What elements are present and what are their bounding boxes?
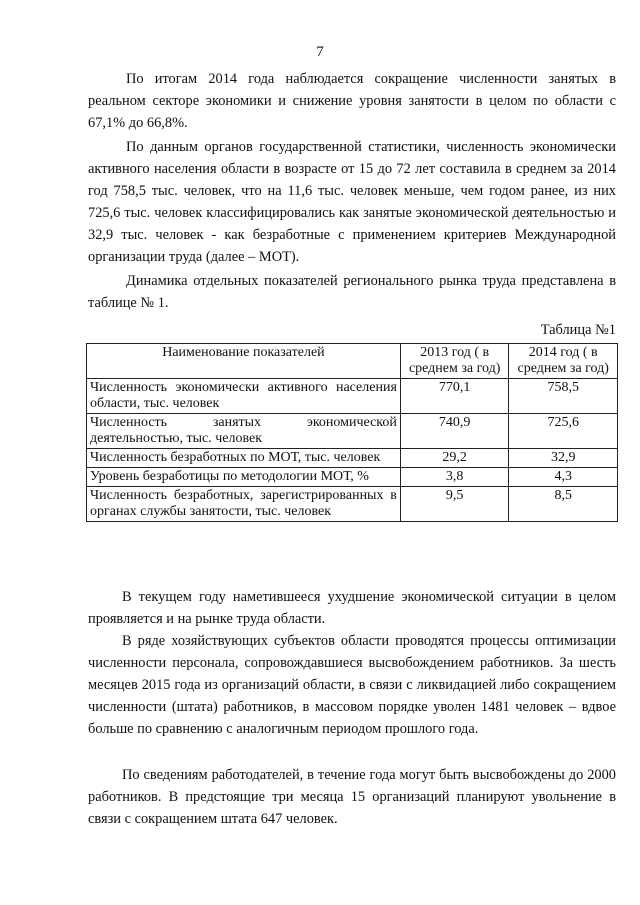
table-label: Таблица №1 [540, 322, 616, 338]
row-value-2014: 32,9 [509, 449, 618, 468]
row-name: Численность безработных по МОТ, тыс. человек [87, 449, 401, 468]
paragraph-employer-forecast: По сведениям работодателей, в течение года могут быть высвобождены до 2000 работников. В предстоящие три месяца 15 организаций планируют увольнение в связи с сокращением штата 647 человек. [88, 767, 616, 827]
row-name: Численность занятых экономической деятельностью, тыс. человек [87, 414, 401, 449]
table-row [87, 487, 618, 522]
row-name: Уровень безработицы по методологии МОТ, % [87, 468, 401, 487]
row-value-2013: 29,2 [400, 449, 509, 468]
table-row [87, 449, 618, 468]
row-value-2013: 740,9 [400, 414, 509, 449]
header-year-2014: 2014 год ( в среднем за год) [509, 344, 618, 379]
page-number: 7 [316, 44, 324, 60]
labor-market-table [86, 343, 618, 522]
table-header-row [87, 344, 618, 379]
paragraph-staff-optimization: В ряде хозяйствующих субъектов области проводятся процессы оптимизации численности персонала, сопровождавшиеся высвобождением работников. За шесть месяцев 2015 года из организаций области, в связи с ликвидацией либо сокращением численности (штата) работников, в массовом порядке уволен 1481 человек – вдвое больше по сравнению с аналогичным периодом прошлого года. [88, 633, 616, 737]
row-value-2013: 9,5 [400, 487, 509, 522]
row-value-2014: 8,5 [509, 487, 618, 522]
row-value-2014: 758,5 [509, 379, 618, 414]
row-value-2013: 770,1 [400, 379, 509, 414]
header-year-2013: 2013 год ( в среднем за год) [400, 344, 509, 379]
table-row [87, 468, 618, 487]
paragraph-table-intro: Динамика отдельных показателей регионального рынка труда представлена в таблице № 1. [88, 273, 616, 311]
paragraph-labor-force-statistics: По данным органов государственной статистики, численность экономически активного населения области в возрасте от 15 до 72 лет составила в среднем за 2014 год 758,5 тыс. человек, что на 11,6 тыс. человек меньше, чем годом ранее, из них 725,6 тыс. человек классифицировались как занятые экономической деятельностью и 32,9 тыс. человек - как безработные с применением критериев Международной организации труда (далее – МОТ). [88, 139, 616, 265]
table-row [87, 414, 618, 449]
paragraph-current-situation: В текущем году наметившееся ухудшение экономической ситуации в целом проявляется и на рынке труда области. [88, 589, 616, 627]
paragraph-employment-decline: По итогам 2014 года наблюдается сокращение численности занятых в реальном секторе экономики и снижение уровня занятости в целом по области с 67,1% до 66,8%. [88, 71, 616, 131]
row-value-2014: 4,3 [509, 468, 618, 487]
row-name: Численность экономически активного населения области, тыс. человек [87, 379, 401, 414]
row-name: Численность безработных, зарегистрированных в органах службы занятости, тыс. человек [87, 487, 401, 522]
table-row [87, 379, 618, 414]
row-value-2014: 725,6 [509, 414, 618, 449]
header-indicator-name: Наименование показателей [87, 344, 401, 379]
row-value-2013: 3,8 [400, 468, 509, 487]
